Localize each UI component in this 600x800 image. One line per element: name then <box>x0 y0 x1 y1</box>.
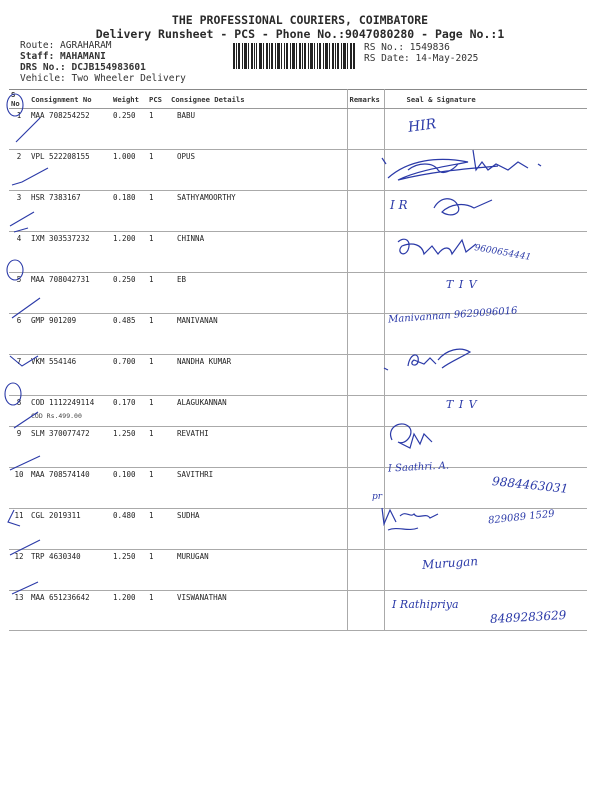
consignment-value: MAA 708254252 <box>31 111 90 120</box>
handwriting-row11-b: 829089 1529 <box>487 508 556 527</box>
handwriting-row12: Murugan <box>421 554 479 572</box>
col-consignee: Consignee Details <box>169 90 347 109</box>
consignment-value: VKM 554146 <box>31 357 77 366</box>
pcs-value: 1 <box>149 593 154 602</box>
sno-value: 7 <box>16 357 22 366</box>
signature-row7 <box>380 340 480 376</box>
pcs-value: 1 <box>149 357 154 366</box>
signature-row3 <box>430 190 500 220</box>
consignment-value: VPL 522208155 <box>31 152 90 161</box>
handwriting-row8: T I V <box>446 398 478 411</box>
weight-value: 0.480 <box>113 511 136 520</box>
consignment-value: SLM 370077472 <box>31 429 90 438</box>
sno-value: 5 <box>16 275 22 284</box>
weight-value: 1.200 <box>113 234 136 243</box>
tick-mark-7 <box>10 356 38 366</box>
weight-value: 0.250 <box>113 111 136 120</box>
pcs-value: 1 <box>149 275 154 284</box>
weight-value: 0.700 <box>113 357 136 366</box>
consignee-value: SAVITHRI <box>177 470 214 479</box>
sno-value: 11 <box>14 511 24 520</box>
circle-mark-8 <box>5 383 21 405</box>
pcs-value: 1 <box>149 193 154 202</box>
consignment-value: TRP 4630340 <box>31 552 81 561</box>
tick-mark-13 <box>12 582 38 594</box>
sno-value: 8 <box>16 398 22 407</box>
document-title: THE PROFESSIONAL COURIERS, COIMBATORE <box>171 13 429 27</box>
signature-row2 <box>378 140 558 188</box>
route-label: Route: AGRAHARAM <box>20 40 112 51</box>
tick-mark-11 <box>8 510 20 526</box>
sno-value: 4 <box>16 234 22 243</box>
weight-value: 1.250 <box>113 552 136 561</box>
tick-mark-4 <box>14 228 28 232</box>
pcs-value: 1 <box>149 398 154 407</box>
handwriting-row13: I Rathipriya <box>392 598 459 611</box>
tick-mark-1 <box>16 118 40 142</box>
pcs-value: 1 <box>149 511 154 520</box>
signature-row4 <box>392 232 482 264</box>
col-sno: S No <box>9 90 29 109</box>
handwriting-row3: I R <box>390 198 408 212</box>
weight-value: 0.170 <box>113 398 136 407</box>
consignee-value: REVATHI <box>177 429 209 438</box>
pcs-value: 1 <box>149 470 154 479</box>
consignee-value: MURUGAN <box>177 552 209 561</box>
consignment-value: CGL 2019311 <box>31 511 81 520</box>
consignee-value: CHINNA <box>177 234 205 243</box>
document-subtitle: Delivery Runsheet - PCS - Phone No.:9047080280 - Page No.:1 <box>95 27 505 41</box>
pcs-value: 1 <box>149 429 154 438</box>
consignee-value: SATHYAMOORTHY <box>177 193 236 202</box>
consignee-value: MANIVANAN <box>177 316 218 325</box>
signature-row9 <box>384 418 444 458</box>
sno-value: 12 <box>14 552 24 561</box>
circle-mark-5 <box>7 260 23 280</box>
col-remarks: Remarks <box>347 90 384 109</box>
sno-value: 6 <box>16 316 22 325</box>
signature-row11 <box>378 500 458 536</box>
consignment-value: GMP 901209 <box>31 316 77 325</box>
phone-row13: 8489283629 <box>489 608 567 626</box>
tick-mark-2 <box>12 168 48 185</box>
col-weight: Weight <box>111 90 147 109</box>
sno-value: 13 <box>14 593 24 602</box>
weight-value: 1.200 <box>113 593 136 602</box>
handwriting-row10: I Saathri. A. <box>387 460 450 475</box>
phone-row10: 9884463031 <box>491 474 569 496</box>
handwriting-row6: Manivannan 9629096016 <box>387 305 518 326</box>
consignee-value: VISWANATHAN <box>177 593 227 602</box>
rs-date: RS Date: 14-May-2025 <box>364 53 479 64</box>
staff-label: Staff: MAHAMANI <box>20 51 106 62</box>
pcs-value: 1 <box>149 316 154 325</box>
pcs-value: 1 <box>149 111 154 120</box>
handwriting-row1: HIR <box>407 116 438 136</box>
col-pcs: PCS <box>147 90 169 109</box>
tick-mark-9 <box>14 412 38 428</box>
sno-value: 2 <box>16 152 22 161</box>
sno-value: 3 <box>16 193 22 202</box>
pcs-value: 1 <box>149 552 154 561</box>
col-consignment: Consignment No <box>29 90 111 109</box>
cod-amount: COD Rs.499.00 <box>31 412 82 420</box>
weight-value: 0.250 <box>113 275 136 284</box>
consignment-value: MAA 708574140 <box>31 470 90 479</box>
sno-value: 1 <box>16 111 22 120</box>
col-signature: Seal & Signature <box>384 90 587 109</box>
consignee-value: SUDHA <box>177 511 200 520</box>
weight-value: 0.485 <box>113 316 136 325</box>
consignee-value: EB <box>177 275 187 284</box>
handwriting-row5: T I V <box>446 278 478 291</box>
pcs-value: 1 <box>149 234 154 243</box>
weight-value: 1.000 <box>113 152 136 161</box>
consignee-value: ALAGUKANNAN <box>177 398 227 407</box>
sno-value: 9 <box>16 429 22 438</box>
consignment-value: MAA 651236642 <box>31 593 90 602</box>
weight-value: 0.180 <box>113 193 136 202</box>
consignee-value: BABU <box>177 111 196 120</box>
tick-mark-6 <box>12 298 40 318</box>
phone-row4: 9600654441 <box>473 243 532 263</box>
tick-mark-3 <box>10 212 34 226</box>
handwriting-row11-a: pr <box>372 492 383 502</box>
tick-mark-12 <box>10 540 40 555</box>
consignment-value: MAA 708042731 <box>31 275 90 284</box>
consignee-value: OPUS <box>177 152 196 161</box>
drs-label: DRS No.: DCJB154983601 <box>20 62 146 73</box>
consignment-value: HSR 7383167 <box>31 193 81 202</box>
consignment-value: IXM 303537232 <box>31 234 90 243</box>
consignment-value: COD 1112249114 <box>31 398 95 407</box>
vehicle-label: Vehicle: Two Wheeler Delivery <box>20 73 186 84</box>
circle-mark-1 <box>7 94 23 116</box>
pcs-value: 1 <box>149 152 154 161</box>
weight-value: 1.250 <box>113 429 136 438</box>
tick-mark-10 <box>10 456 40 470</box>
consignee-value: NANDHA KUMAR <box>177 357 232 366</box>
weight-value: 0.100 <box>113 470 136 479</box>
rs-number: RS No.: 1549836 <box>364 42 450 53</box>
sno-value: 10 <box>14 470 24 479</box>
